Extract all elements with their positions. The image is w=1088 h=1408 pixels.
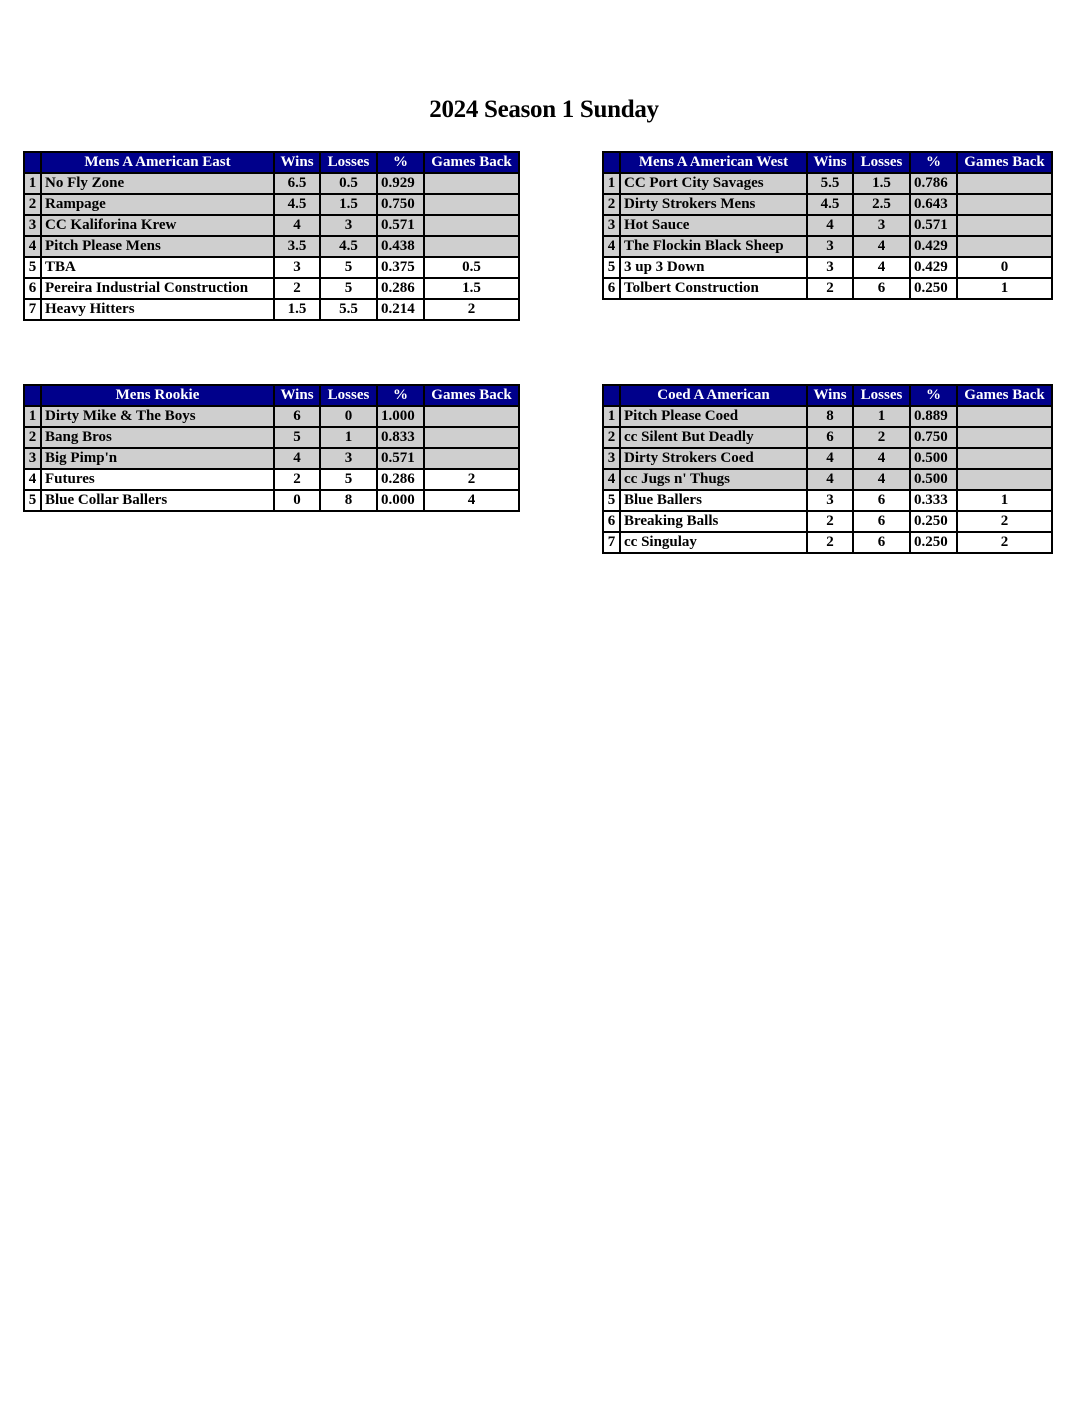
- pct-cell: 0.429: [910, 236, 957, 257]
- games-back-header: Games Back: [424, 385, 519, 406]
- pct-cell: 0.214: [377, 299, 424, 320]
- table-row: [603, 448, 1052, 469]
- standings-table-mens-rookie: [23, 384, 520, 512]
- division-name: Mens A American East: [41, 152, 274, 173]
- table-row: [24, 406, 519, 427]
- wins-header: Wins: [274, 152, 320, 173]
- wins-cell: 4.5: [807, 194, 853, 215]
- table-row: [603, 511, 1052, 532]
- losses-cell: 3: [320, 448, 377, 469]
- pct-cell: 0.786: [910, 173, 957, 194]
- page-title: 2024 Season 1 Sunday: [429, 96, 659, 123]
- rank-cell: 3: [24, 215, 41, 236]
- team-name-cell: Blue Collar Ballers: [41, 490, 274, 511]
- pct-cell: 0.000: [377, 490, 424, 511]
- rank-cell: 5: [24, 490, 41, 511]
- header-row: [603, 385, 1052, 406]
- table-row: [603, 278, 1052, 299]
- games-back-cell: [424, 427, 519, 448]
- losses-cell: 4: [853, 448, 910, 469]
- losses-cell: 5.5: [320, 299, 377, 320]
- wins-cell: 3.5: [274, 236, 320, 257]
- wins-cell: 5.5: [807, 173, 853, 194]
- games-back-cell: 2: [957, 511, 1052, 532]
- rank-cell: 6: [603, 511, 620, 532]
- wins-header: Wins: [807, 152, 853, 173]
- losses-cell: 1: [853, 406, 910, 427]
- pct-cell: 0.500: [910, 469, 957, 490]
- losses-cell: 4.5: [320, 236, 377, 257]
- team-name-cell: Big Pimp'n: [41, 448, 274, 469]
- games-back-header: Games Back: [957, 385, 1052, 406]
- rank-cell: 2: [603, 427, 620, 448]
- header-row: [603, 152, 1052, 173]
- table-row: [603, 469, 1052, 490]
- losses-cell: 8: [320, 490, 377, 511]
- losses-cell: 0.5: [320, 173, 377, 194]
- losses-cell: 6: [853, 532, 910, 553]
- losses-cell: 3: [853, 215, 910, 236]
- table-row: [24, 194, 519, 215]
- pct-cell: 0.250: [910, 532, 957, 553]
- losses-cell: 4: [853, 236, 910, 257]
- rank-cell: 5: [603, 257, 620, 278]
- wins-cell: 6: [274, 406, 320, 427]
- pct-cell: 0.250: [910, 278, 957, 299]
- rank-cell: 7: [603, 532, 620, 553]
- rank-cell: 6: [24, 278, 41, 299]
- games-back-cell: 1: [957, 278, 1052, 299]
- team-name-cell: cc Silent But Deadly: [620, 427, 807, 448]
- table-row: [603, 257, 1052, 278]
- table-row: [24, 173, 519, 194]
- wins-cell: 3: [807, 236, 853, 257]
- games-back-cell: 1: [957, 490, 1052, 511]
- pct-cell: 1.000: [377, 406, 424, 427]
- losses-header: Losses: [853, 385, 910, 406]
- pct-header: %: [910, 152, 957, 173]
- rank-header: [24, 152, 41, 173]
- table-row: [603, 236, 1052, 257]
- wins-header: Wins: [274, 385, 320, 406]
- pct-header: %: [377, 152, 424, 173]
- losses-header: Losses: [320, 152, 377, 173]
- losses-cell: 4: [853, 469, 910, 490]
- games-back-cell: [424, 236, 519, 257]
- games-back-cell: [957, 448, 1052, 469]
- wins-cell: 4: [274, 448, 320, 469]
- team-name-cell: Pitch Please Mens: [41, 236, 274, 257]
- team-name-cell: Dirty Mike & The Boys: [41, 406, 274, 427]
- losses-cell: 1: [320, 427, 377, 448]
- losses-cell: 5: [320, 469, 377, 490]
- games-back-cell: [957, 469, 1052, 490]
- division-name: Coed A American: [620, 385, 807, 406]
- team-name-cell: CC Kaliforina Krew: [41, 215, 274, 236]
- pct-header: %: [910, 385, 957, 406]
- wins-cell: 4: [274, 215, 320, 236]
- rank-header: [24, 385, 41, 406]
- table-row: [603, 173, 1052, 194]
- games-back-cell: [957, 236, 1052, 257]
- games-back-header: Games Back: [957, 152, 1052, 173]
- losses-header: Losses: [320, 385, 377, 406]
- rank-cell: 1: [24, 406, 41, 427]
- team-name-cell: Dirty Strokers Coed: [620, 448, 807, 469]
- table-row: [24, 448, 519, 469]
- rank-cell: 1: [603, 173, 620, 194]
- header-row: [24, 152, 519, 173]
- rank-cell: 3: [603, 448, 620, 469]
- header-row: [24, 385, 519, 406]
- games-back-cell: [424, 215, 519, 236]
- pct-cell: 0.571: [910, 215, 957, 236]
- team-name-cell: Hot Sauce: [620, 215, 807, 236]
- games-back-cell: [424, 406, 519, 427]
- table-row: [603, 406, 1052, 427]
- rank-cell: 3: [603, 215, 620, 236]
- pct-header: %: [377, 385, 424, 406]
- wins-cell: 4: [807, 469, 853, 490]
- losses-cell: 5: [320, 257, 377, 278]
- division-name: Mens Rookie: [41, 385, 274, 406]
- rank-header: [603, 152, 620, 173]
- pct-cell: 0.286: [377, 278, 424, 299]
- wins-cell: 0: [274, 490, 320, 511]
- team-name-cell: 3 up 3 Down: [620, 257, 807, 278]
- pct-cell: 0.750: [377, 194, 424, 215]
- losses-cell: 2: [853, 427, 910, 448]
- losses-cell: 3: [320, 215, 377, 236]
- wins-cell: 5: [274, 427, 320, 448]
- team-name-cell: Rampage: [41, 194, 274, 215]
- rank-cell: 2: [24, 194, 41, 215]
- games-back-cell: 2: [424, 469, 519, 490]
- rank-cell: 4: [24, 236, 41, 257]
- pct-cell: 0.333: [910, 490, 957, 511]
- table-row: [24, 215, 519, 236]
- losses-cell: 1.5: [853, 173, 910, 194]
- games-back-cell: 4: [424, 490, 519, 511]
- team-name-cell: No Fly Zone: [41, 173, 274, 194]
- wins-cell: 6: [807, 427, 853, 448]
- pct-cell: 0.750: [910, 427, 957, 448]
- pct-cell: 0.833: [377, 427, 424, 448]
- standings-table-mens-a-american-west: [602, 151, 1053, 300]
- team-name-cell: CC Port City Savages: [620, 173, 807, 194]
- games-back-cell: 2: [957, 532, 1052, 553]
- rank-cell: 4: [603, 236, 620, 257]
- wins-cell: 2: [807, 278, 853, 299]
- rank-cell: 4: [603, 469, 620, 490]
- team-name-cell: Breaking Balls: [620, 511, 807, 532]
- wins-cell: 3: [807, 257, 853, 278]
- team-name-cell: The Flockin Black Sheep: [620, 236, 807, 257]
- table-row: [24, 490, 519, 511]
- rank-cell: 6: [603, 278, 620, 299]
- losses-cell: 4: [853, 257, 910, 278]
- rank-header: [603, 385, 620, 406]
- team-name-cell: Dirty Strokers Mens: [620, 194, 807, 215]
- team-name-cell: Pereira Industrial Construction: [41, 278, 274, 299]
- wins-cell: 4: [807, 215, 853, 236]
- rank-cell: 2: [24, 427, 41, 448]
- rank-cell: 3: [24, 448, 41, 469]
- games-back-cell: [957, 406, 1052, 427]
- games-back-cell: [424, 448, 519, 469]
- games-back-cell: [957, 194, 1052, 215]
- wins-cell: 3: [807, 490, 853, 511]
- pct-cell: 0.250: [910, 511, 957, 532]
- rank-cell: 7: [24, 299, 41, 320]
- team-name-cell: Blue Ballers: [620, 490, 807, 511]
- team-name-cell: Tolbert Construction: [620, 278, 807, 299]
- pct-cell: 0.375: [377, 257, 424, 278]
- pct-cell: 0.286: [377, 469, 424, 490]
- losses-cell: 5: [320, 278, 377, 299]
- games-back-cell: 0: [957, 257, 1052, 278]
- losses-cell: 6: [853, 278, 910, 299]
- losses-cell: 6: [853, 490, 910, 511]
- table-row: [24, 427, 519, 448]
- games-back-cell: [424, 173, 519, 194]
- standings-table-mens-a-american-east: [23, 151, 520, 321]
- table-row: [24, 278, 519, 299]
- division-name: Mens A American West: [620, 152, 807, 173]
- pct-cell: 0.500: [910, 448, 957, 469]
- pct-cell: 0.571: [377, 215, 424, 236]
- team-name-cell: TBA: [41, 257, 274, 278]
- losses-cell: 6: [853, 511, 910, 532]
- losses-header: Losses: [853, 152, 910, 173]
- team-name-cell: cc Jugs n' Thugs: [620, 469, 807, 490]
- rank-cell: 5: [24, 257, 41, 278]
- team-name-cell: Heavy Hitters: [41, 299, 274, 320]
- wins-cell: 8: [807, 406, 853, 427]
- losses-cell: 1.5: [320, 194, 377, 215]
- wins-cell: 4: [807, 448, 853, 469]
- rank-cell: 1: [603, 406, 620, 427]
- losses-cell: 0: [320, 406, 377, 427]
- pct-cell: 0.643: [910, 194, 957, 215]
- wins-cell: 3: [274, 257, 320, 278]
- team-name-cell: cc Singulay: [620, 532, 807, 553]
- games-back-cell: 1.5: [424, 278, 519, 299]
- table-row: [24, 469, 519, 490]
- table-row: [603, 215, 1052, 236]
- pct-cell: 0.571: [377, 448, 424, 469]
- wins-header: Wins: [807, 385, 853, 406]
- wins-cell: 2: [807, 532, 853, 553]
- games-back-cell: [424, 194, 519, 215]
- team-name-cell: Futures: [41, 469, 274, 490]
- pct-cell: 0.429: [910, 257, 957, 278]
- games-back-header: Games Back: [424, 152, 519, 173]
- table-row: [24, 257, 519, 278]
- games-back-cell: [957, 173, 1052, 194]
- pct-cell: 0.889: [910, 406, 957, 427]
- team-name-cell: Pitch Please Coed: [620, 406, 807, 427]
- wins-cell: 2: [274, 278, 320, 299]
- table-row: [24, 299, 519, 320]
- table-row: [603, 532, 1052, 553]
- wins-cell: 2: [807, 511, 853, 532]
- games-back-cell: 0.5: [424, 257, 519, 278]
- games-back-cell: [957, 215, 1052, 236]
- table-row: [603, 194, 1052, 215]
- team-name-cell: Bang Bros: [41, 427, 274, 448]
- rank-cell: 4: [24, 469, 41, 490]
- wins-cell: 2: [274, 469, 320, 490]
- rank-cell: 5: [603, 490, 620, 511]
- games-back-cell: [957, 427, 1052, 448]
- wins-cell: 1.5: [274, 299, 320, 320]
- rank-cell: 2: [603, 194, 620, 215]
- table-row: [24, 236, 519, 257]
- table-row: [603, 490, 1052, 511]
- rank-cell: 1: [24, 173, 41, 194]
- pct-cell: 0.438: [377, 236, 424, 257]
- wins-cell: 4.5: [274, 194, 320, 215]
- wins-cell: 6.5: [274, 173, 320, 194]
- standings-table-coed-a-american: [602, 384, 1053, 554]
- table-row: [603, 427, 1052, 448]
- pct-cell: 0.929: [377, 173, 424, 194]
- losses-cell: 2.5: [853, 194, 910, 215]
- games-back-cell: 2: [424, 299, 519, 320]
